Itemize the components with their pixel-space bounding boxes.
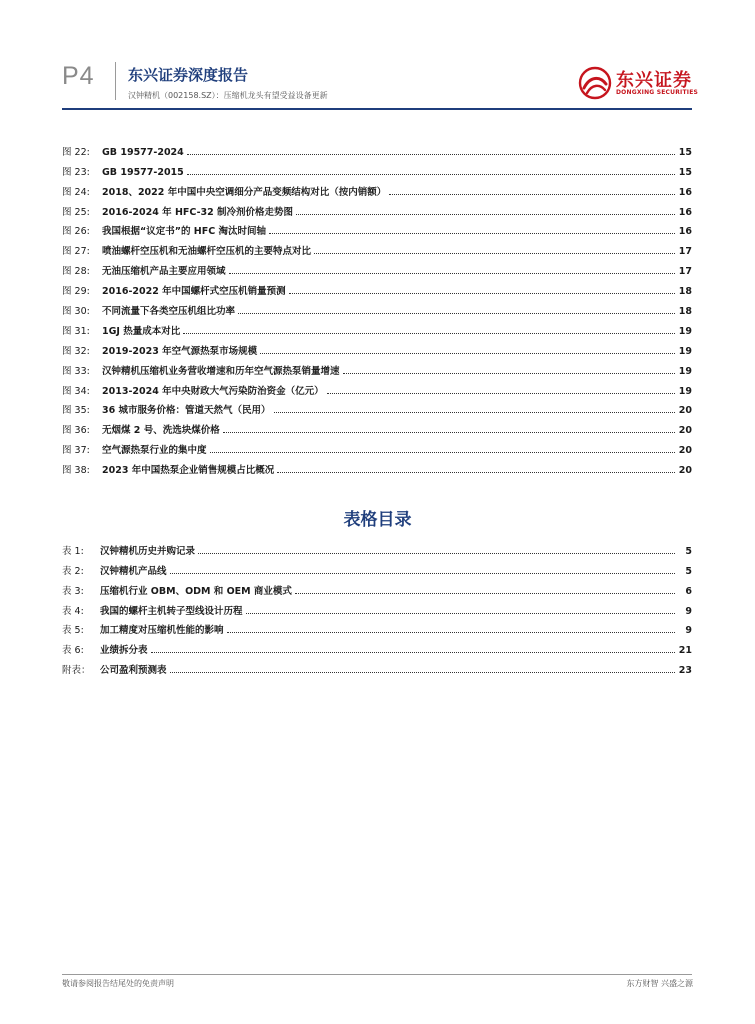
toc-entry[interactable] (62, 617, 692, 637)
toc-entry-title: 1GJ 热量成本对比 (102, 325, 181, 337)
toc-leader-dots (227, 632, 675, 633)
toc-entry-page: 15 (678, 166, 692, 178)
toc-entry[interactable] (62, 218, 692, 238)
toc-entry-title: 不同流量下各类空压机组比功率 (102, 306, 236, 318)
toc-leader-dots (260, 353, 675, 354)
toc-entry[interactable] (62, 317, 692, 337)
footer-disclaimer: 敬请参阅报告结尾处的免责声明 (62, 979, 174, 988)
toc-entry[interactable] (62, 158, 692, 178)
toc-entry-page: 5 (685, 545, 692, 557)
toc-entry-page: 16 (678, 206, 692, 218)
toc-entry-title: 压缩机行业 OBM、ODM 和 OEM 商业模式 (100, 585, 292, 597)
toc-entry-page: 19 (678, 385, 692, 397)
toc-entry-page: 23 (678, 665, 692, 677)
toc-entry-title: 2019-2023 年空气源热泵市场规模 (102, 345, 258, 357)
toc-entry[interactable] (62, 656, 692, 676)
toc-entry-title: 业绩拆分表 (100, 645, 148, 657)
toc-entry-label: 图 38: (62, 465, 90, 477)
page-number: P4 (62, 62, 95, 90)
toc-entry-title: 加工精度对压缩机性能的影响 (100, 625, 224, 637)
toc-entry-label: 图 36: (62, 425, 90, 437)
toc-entry-page: 17 (678, 246, 692, 258)
toc-entry-title: 36 城市服务价格：管道天然气（民用） (102, 405, 271, 417)
toc-leader-dots (210, 452, 675, 453)
report-subtitle: 汉钟精机（002158.SZ）：压缩机龙头有望受益设备更新 (128, 91, 328, 100)
toc-entry-label: 图 22: (62, 146, 90, 158)
toc-leader-dots (343, 373, 675, 374)
toc-entry-label: 表 2: (62, 565, 84, 577)
toc-entry-label: 图 35: (62, 405, 90, 417)
toc-entry-page: 15 (678, 146, 692, 158)
toc-entry-page: 18 (678, 306, 692, 318)
toc-entry-title: 2016-2022 年中国螺杆式空压机销量预测 (102, 286, 286, 298)
toc-entry-label: 表 4: (62, 605, 84, 617)
toc-entry[interactable] (62, 397, 692, 417)
toc-entry[interactable] (62, 297, 692, 317)
toc-leader-dots (187, 174, 675, 175)
table-toc (62, 537, 692, 676)
toc-entry-page: 19 (678, 345, 692, 357)
toc-entry-title: 汉钟精机产品线 (100, 565, 167, 577)
toc-entry-label: 图 27: (62, 246, 90, 258)
toc-leader-dots (274, 412, 675, 413)
toc-entry-title: 无油压缩机产品主要应用领域 (102, 266, 226, 278)
toc-entry-page: 19 (678, 325, 692, 337)
toc-entry-title: 2023 年中国热泵企业销售规模占比概况 (102, 465, 275, 477)
toc-entry[interactable] (62, 237, 692, 257)
toc-entry-label: 图 25: (62, 206, 90, 218)
toc-entry-title: 无烟煤 2 号、洗选块煤价格 (102, 425, 220, 437)
toc-leader-dots (389, 194, 675, 195)
toc-entry-label: 表 1: (62, 545, 84, 557)
toc-entry-page: 20 (678, 465, 692, 477)
logo-mark-icon (578, 66, 612, 100)
toc-entry-page: 20 (678, 445, 692, 457)
toc-leader-dots (170, 672, 675, 673)
toc-leader-dots (238, 313, 675, 314)
toc-leader-dots (269, 233, 675, 234)
toc-leader-dots (295, 593, 675, 594)
table-toc-heading: 表格目录 (343, 510, 412, 530)
toc-entry[interactable] (62, 377, 692, 397)
toc-leader-dots (170, 573, 675, 574)
toc-entry[interactable] (62, 257, 692, 277)
toc-leader-dots (246, 613, 675, 614)
toc-entry-title: GB 19577-2024 (102, 146, 184, 158)
toc-entry[interactable] (62, 436, 692, 456)
toc-entry[interactable] (62, 456, 692, 476)
toc-entry-page: 20 (678, 425, 692, 437)
toc-entry-title: 2013-2024 年中央财政大气污染防治资金（亿元） (102, 385, 324, 397)
toc-leader-dots (183, 333, 675, 334)
toc-entry[interactable] (62, 138, 692, 158)
toc-leader-dots (223, 432, 675, 433)
toc-entry-label: 图 34: (62, 385, 90, 397)
toc-entry-label: 图 31: (62, 325, 90, 337)
toc-entry-title: 汉钟精机历史并购记录 (100, 545, 196, 557)
toc-entry-label: 表 5: (62, 625, 84, 637)
toc-leader-dots (198, 553, 675, 554)
toc-entry-title: GB 19577-2015 (102, 166, 184, 178)
toc-leader-dots (277, 472, 675, 473)
company-logo (578, 66, 708, 100)
toc-entry-page: 17 (678, 266, 692, 278)
toc-entry[interactable] (62, 277, 692, 297)
toc-entry[interactable] (62, 557, 692, 577)
toc-entry-title: 汉钟精机压缩机业务营收增速和历年空气源热泵销量增速 (102, 365, 340, 377)
toc-entry-label: 图 23: (62, 166, 90, 178)
logo-text-cn: 东兴证券 (616, 70, 692, 91)
toc-entry-page: 18 (678, 286, 692, 298)
toc-entry-label: 图 24: (62, 186, 90, 198)
toc-entry-label: 图 32: (62, 345, 90, 357)
toc-entry-label: 图 29: (62, 286, 90, 298)
toc-entry[interactable] (62, 198, 692, 218)
toc-entry[interactable] (62, 636, 692, 656)
toc-entry-title: 公司盈利预测表 (100, 665, 167, 677)
toc-entry-page: 20 (678, 405, 692, 417)
toc-entry-title: 我国根据“议定书”的 HFC 淘汰时间轴 (102, 226, 267, 238)
logo-text-en: DONGXING SECURITIES (616, 89, 699, 96)
toc-entry[interactable] (62, 337, 692, 357)
toc-entry-title: 2016-2024 年 HFC-32 制冷剂价格走势图 (102, 206, 294, 218)
toc-entry-title: 2018、2022 年中国中央空调细分产品变频结构对比（按内销额） (102, 186, 387, 198)
toc-leader-dots (187, 154, 675, 155)
footer-rule (62, 974, 692, 975)
toc-leader-dots (289, 293, 675, 294)
toc-leader-dots (296, 214, 675, 215)
toc-entry[interactable] (62, 577, 692, 597)
toc-entry[interactable] (62, 537, 692, 557)
toc-entry-label: 图 26: (62, 226, 90, 238)
toc-entry-label: 表 3: (62, 585, 84, 597)
report-title: 东兴证券深度报告 (128, 66, 249, 84)
toc-leader-dots (314, 253, 675, 254)
toc-entry-page: 9 (685, 605, 692, 617)
toc-entry-page: 19 (678, 365, 692, 377)
toc-entry[interactable] (62, 416, 692, 436)
header-rule (62, 108, 692, 110)
toc-entry-title: 我国的螺杆主机转子型线设计历程 (100, 605, 243, 617)
footer-slogan: 东方财智 兴盛之源 (626, 979, 693, 988)
toc-entry-label: 图 33: (62, 365, 90, 377)
toc-entry-label: 图 30: (62, 306, 90, 318)
toc-entry-page: 6 (685, 585, 692, 597)
toc-entry-page: 16 (678, 186, 692, 198)
toc-leader-dots (229, 273, 675, 274)
toc-entry-title: 喷油螺杆空压机和无油螺杆空压机的主要特点对比 (102, 246, 312, 258)
header-divider (115, 62, 116, 100)
figure-toc (62, 138, 692, 476)
toc-entry-label: 表 6: (62, 645, 84, 657)
toc-entry[interactable] (62, 178, 692, 198)
toc-entry-page: 5 (685, 565, 692, 577)
toc-entry-label: 附表： (62, 665, 91, 677)
toc-entry[interactable] (62, 597, 692, 617)
toc-leader-dots (151, 652, 675, 653)
toc-entry-page: 21 (678, 645, 692, 657)
toc-entry-page: 9 (685, 625, 692, 637)
toc-entry-label: 图 37: (62, 445, 90, 457)
toc-entry-label: 图 28: (62, 266, 90, 278)
toc-entry[interactable] (62, 357, 692, 377)
toc-leader-dots (327, 393, 675, 394)
toc-entry-page: 16 (678, 226, 692, 238)
toc-entry-title: 空气源热泵行业的集中度 (102, 445, 207, 457)
